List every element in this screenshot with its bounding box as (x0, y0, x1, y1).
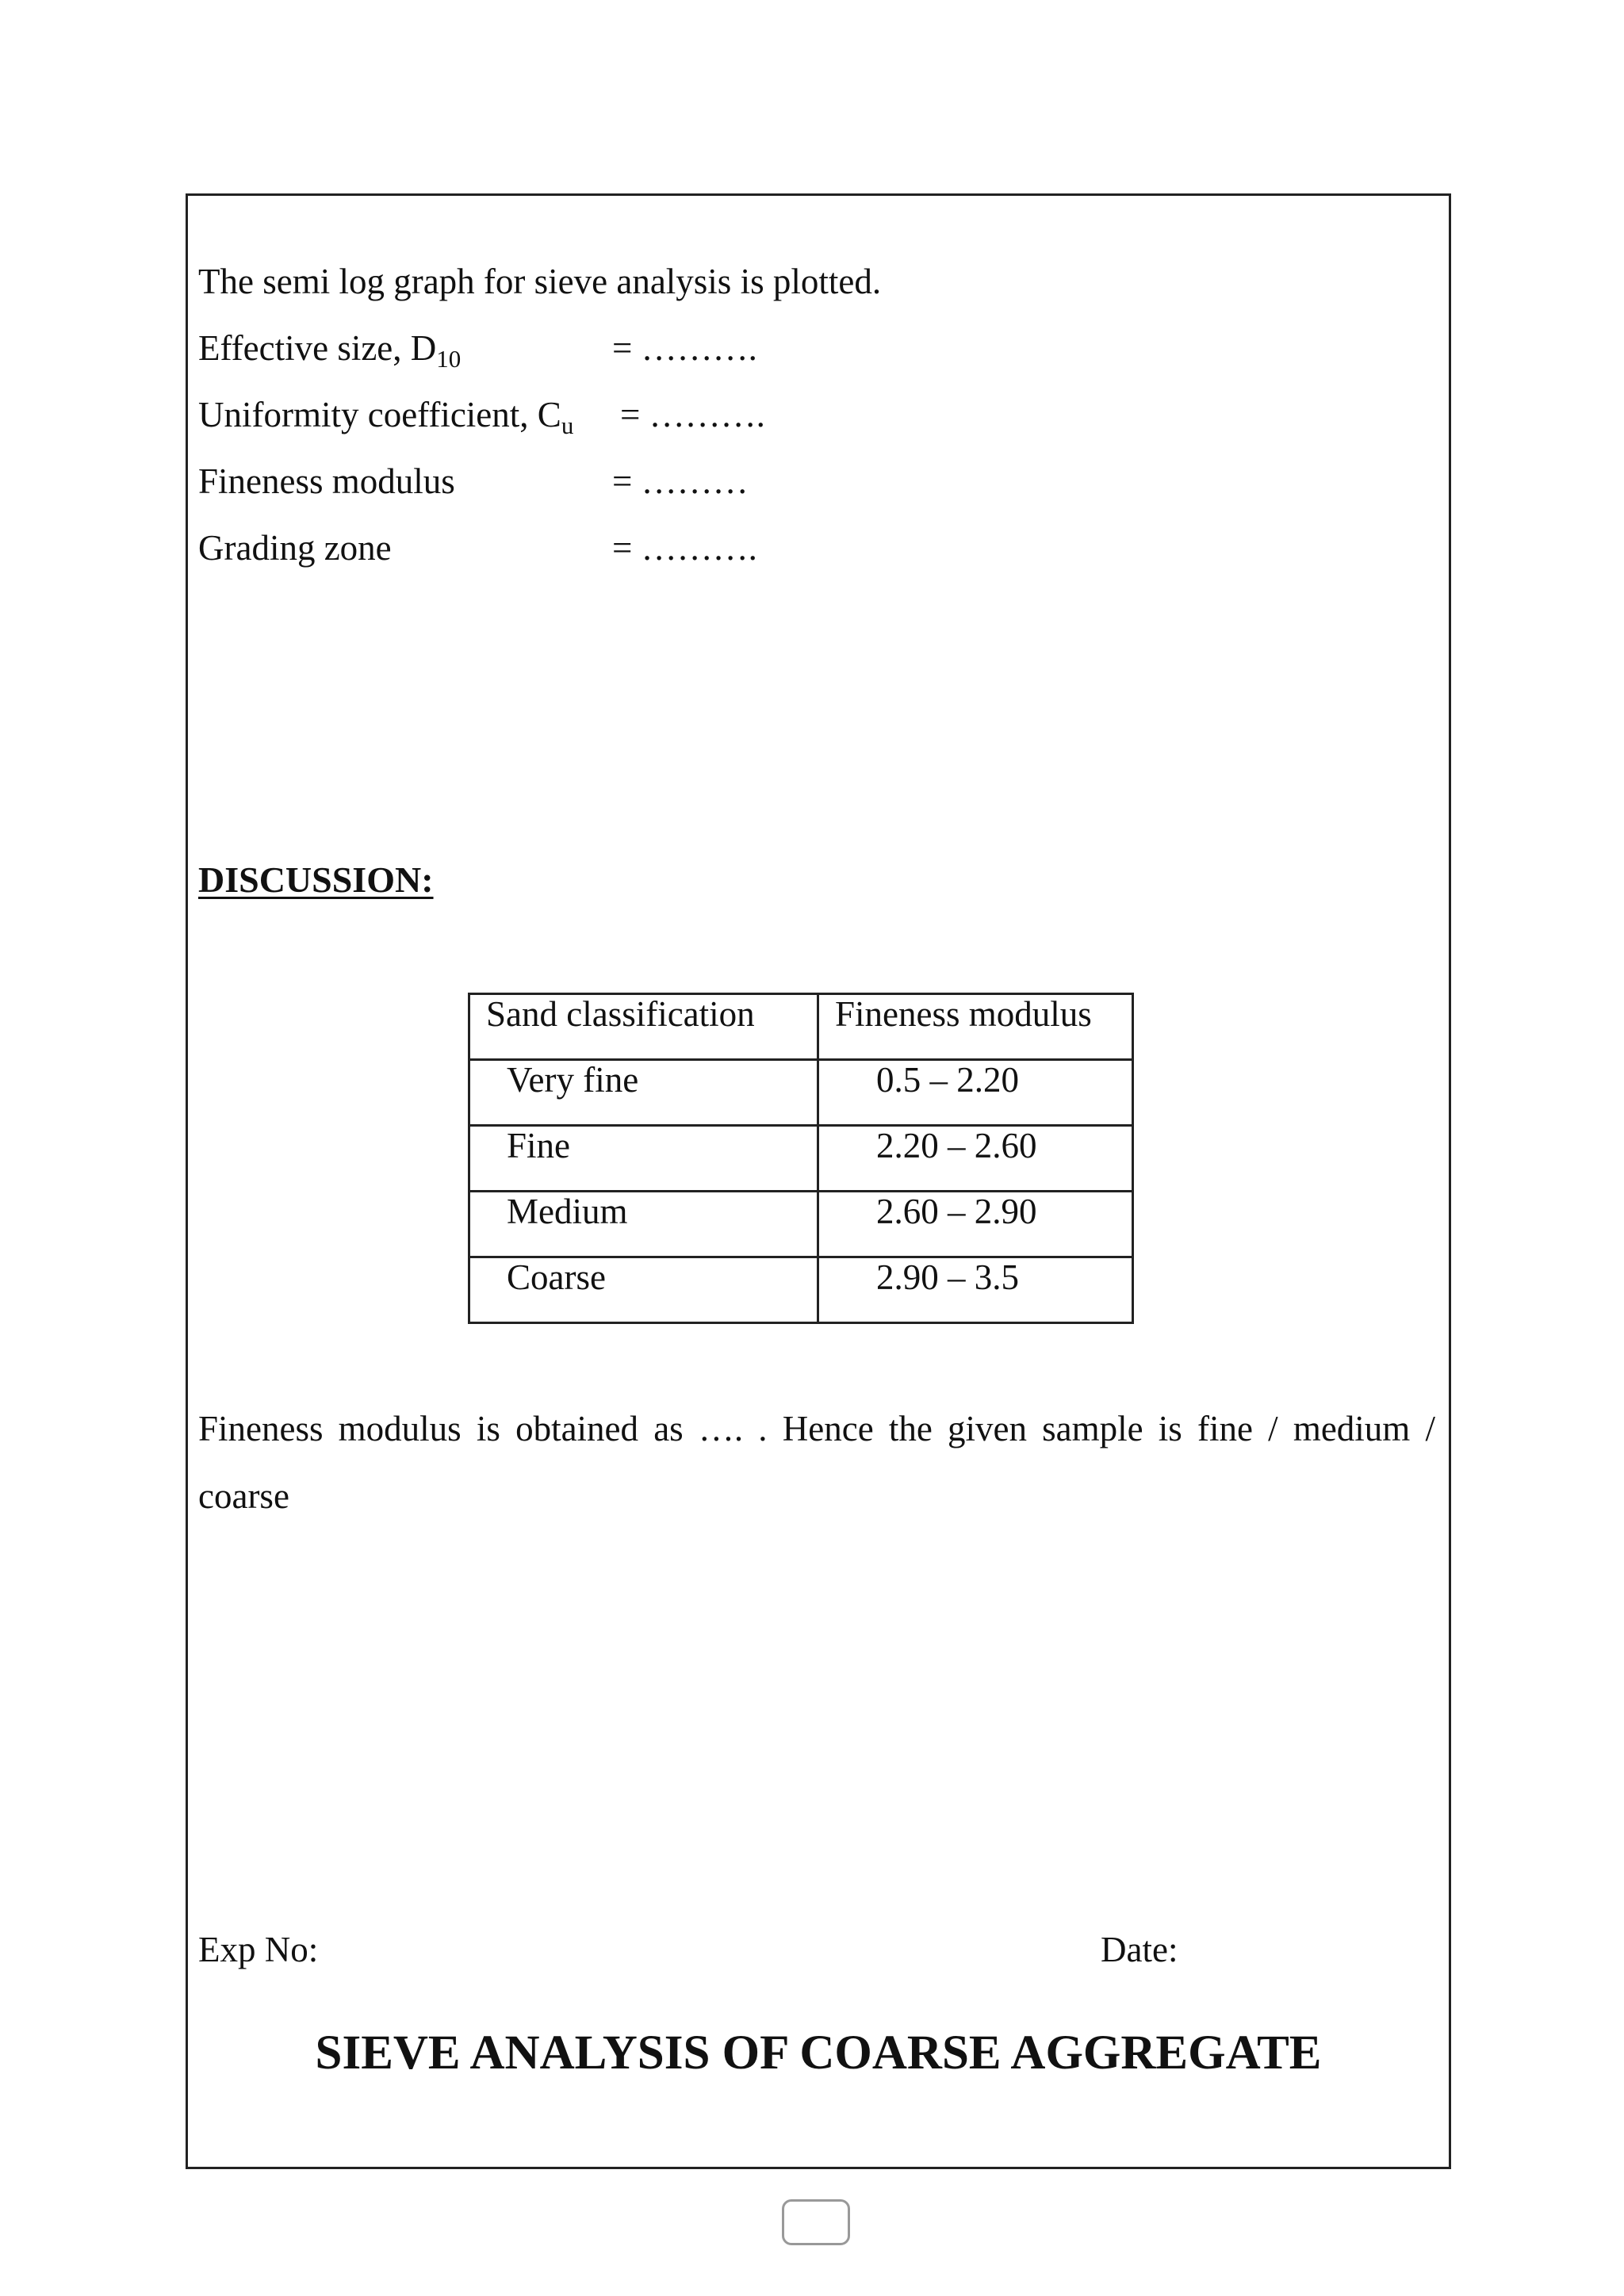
table-row (469, 1257, 1133, 1323)
table-row (469, 1192, 1133, 1257)
table-row (469, 1060, 1133, 1126)
cell-classification: Very fine (469, 1060, 818, 1126)
page-number-box (782, 2199, 850, 2245)
intro-text: The semi log graph for sieve analysis is plotted. (198, 262, 882, 301)
table-header-row (469, 994, 1133, 1060)
uniformity-coefficient-label (198, 395, 574, 439)
effective-size-subscript: 10 (436, 345, 462, 373)
uniformity-label-text: Uniformity coefficient, C (198, 395, 561, 434)
uniformity-coefficient-value: = ………. (620, 395, 765, 434)
cell-fineness-range: 0.5 – 2.20 (818, 1060, 1133, 1126)
cell-fineness-range: 2.60 – 2.90 (818, 1192, 1133, 1257)
effective-size-value: = ………. (612, 328, 757, 368)
experiment-title: SIEVE ANALYSIS OF COARSE AGGREGATE (315, 2026, 1322, 2080)
cell-fineness-range: 2.90 – 3.5 (818, 1257, 1133, 1323)
grading-zone-value: = ………. (612, 528, 757, 568)
sand-classification-table (468, 993, 1134, 1324)
discussion-heading: DISCUSSION: (198, 859, 434, 900)
table-row (469, 1126, 1133, 1192)
cell-classification: Coarse (469, 1257, 818, 1323)
fineness-modulus-value: = ……… (612, 461, 749, 501)
effective-size-label (198, 328, 462, 373)
uniformity-subscript: u (561, 411, 574, 439)
effective-size-label-text: Effective size, D (198, 328, 437, 368)
discussion-conclusion: Fineness modulus is obtained as …. . Hence the given sample is fine / medium / coarse (198, 1409, 1435, 1516)
grading-zone-label: Grading zone (198, 528, 392, 568)
cell-classification: Fine (469, 1126, 818, 1192)
exp-no-label: Exp No: (198, 1930, 319, 1969)
header-sand-classification: Sand classification (469, 994, 818, 1060)
cell-fineness-range: 2.20 – 2.60 (818, 1126, 1133, 1192)
cell-classification: Medium (469, 1192, 818, 1257)
header-fineness-modulus: Fineness modulus (818, 994, 1133, 1060)
fineness-modulus-label: Fineness modulus (198, 461, 455, 501)
date-label: Date: (1101, 1930, 1178, 1969)
